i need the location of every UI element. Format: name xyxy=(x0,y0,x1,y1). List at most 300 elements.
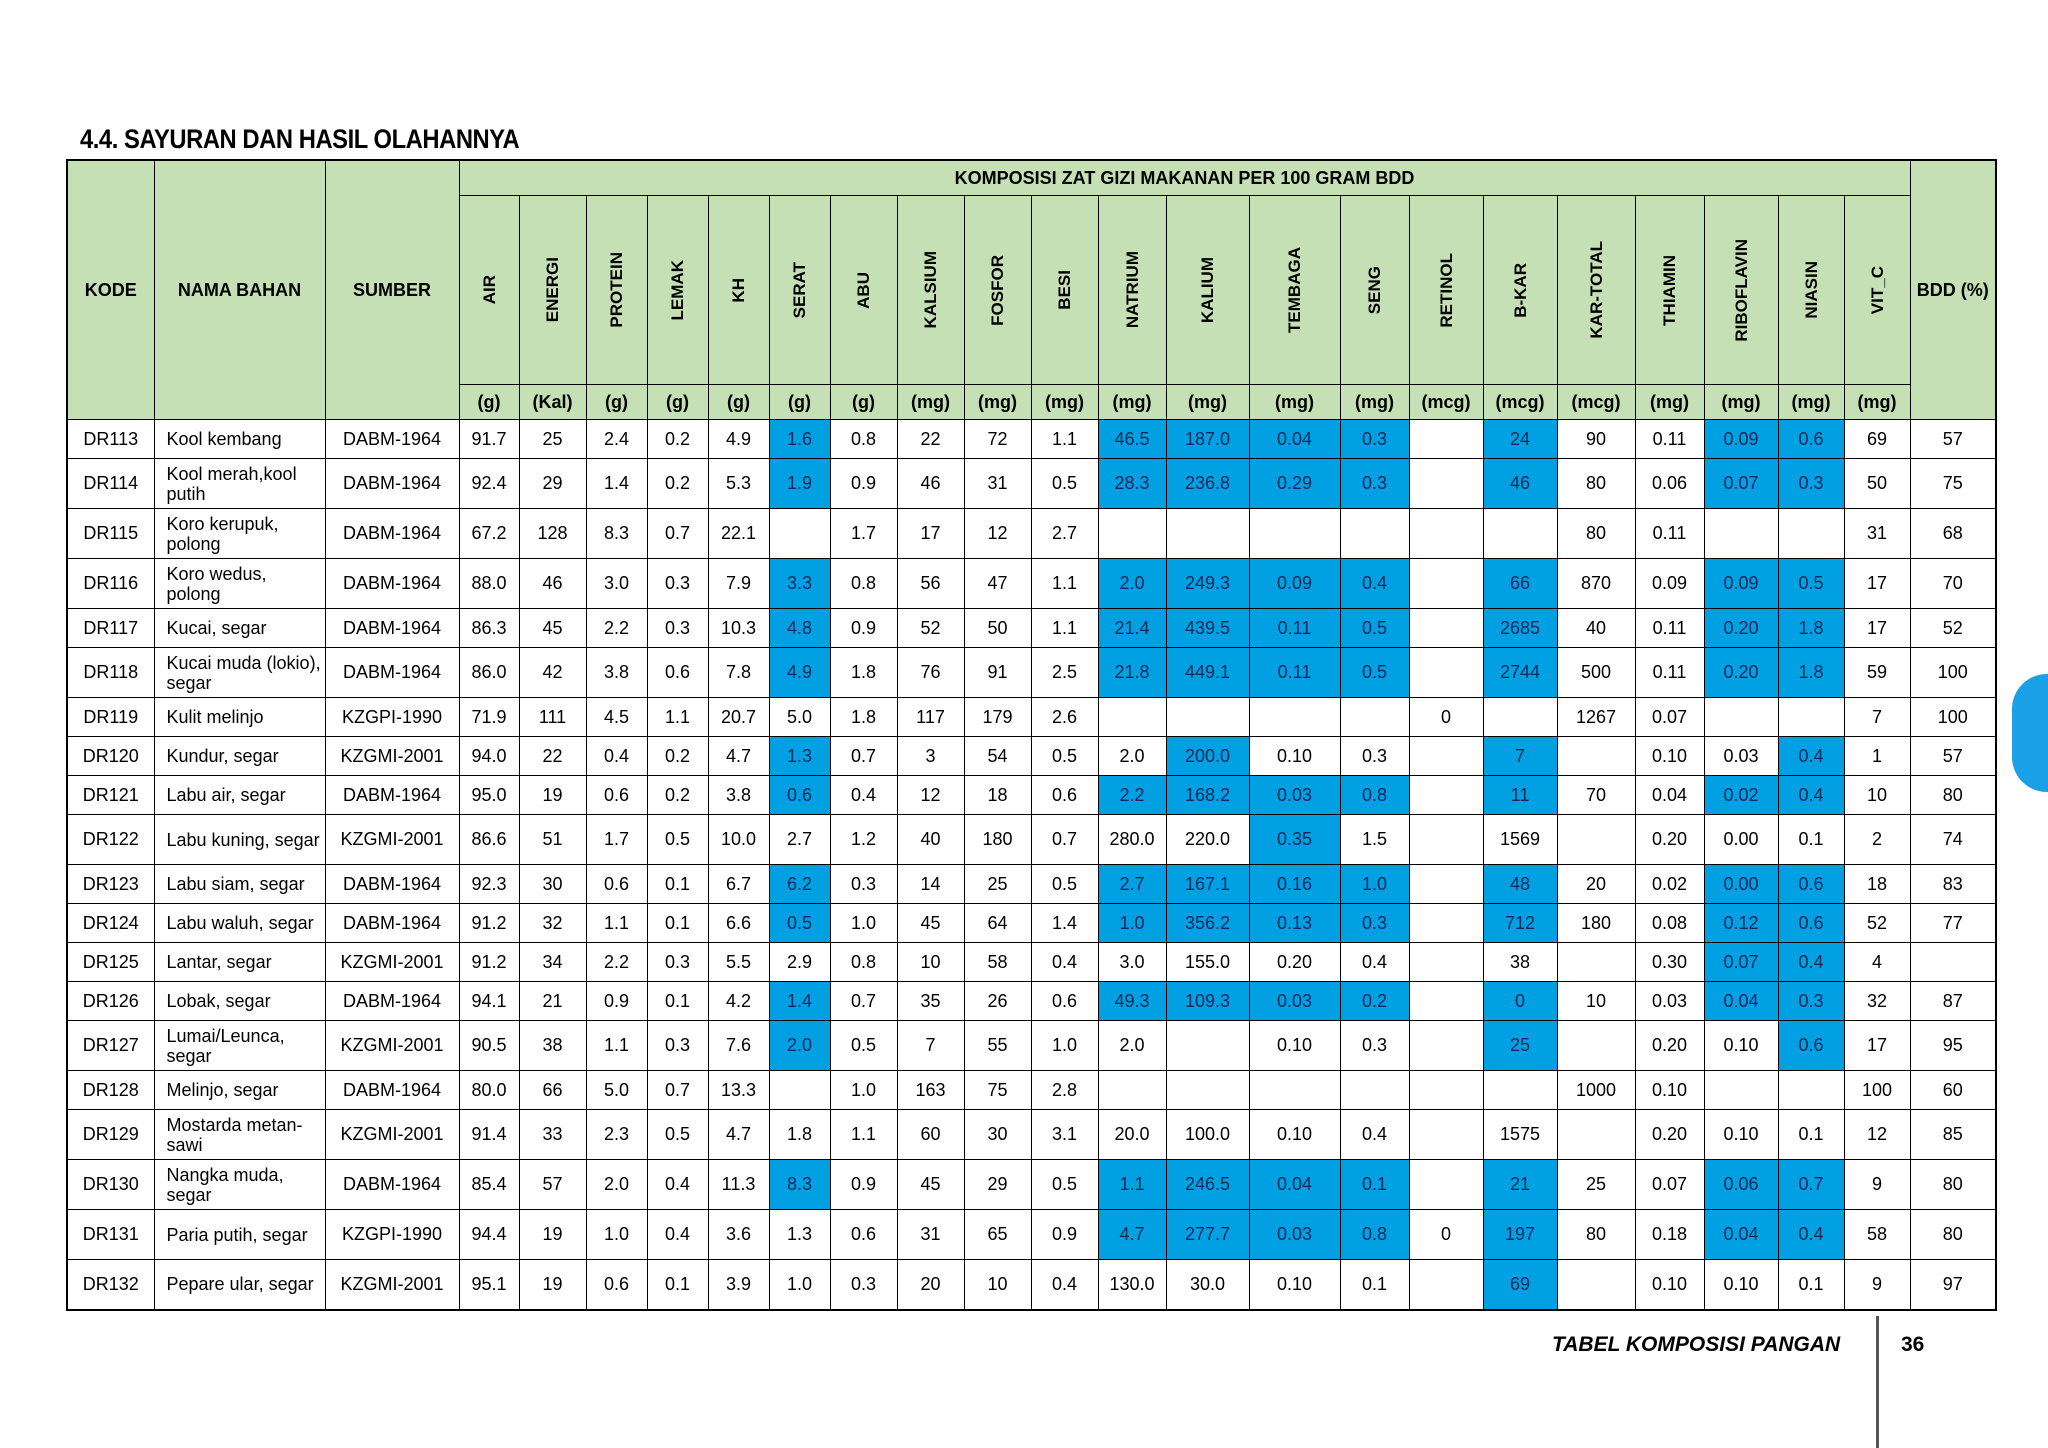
value-cell: 8.3 xyxy=(586,509,647,559)
bdd-cell: 100 xyxy=(1910,648,1996,698)
value-cell: 1.9 xyxy=(769,459,830,509)
header-riboflavin xyxy=(1704,196,1778,385)
value-cell: 128 xyxy=(519,509,586,559)
value-cell: 0.3 xyxy=(1340,1021,1409,1071)
value-cell: 0.6 xyxy=(1031,982,1098,1021)
sumber-cell: DABM-1964 xyxy=(325,648,459,698)
footer-divider xyxy=(1876,1316,1879,1448)
unit-cell: (Kal) xyxy=(519,385,586,420)
value-cell: 5.5 xyxy=(708,943,769,982)
nama-bahan-cell: Mostarda metan-sawi xyxy=(154,1110,325,1160)
value-cell: 1.0 xyxy=(586,1210,647,1260)
bdd-cell: 83 xyxy=(1910,865,1996,904)
value-cell: 0.10 xyxy=(1635,1260,1704,1310)
nama-bahan-cell: Kucai, segar xyxy=(154,609,325,648)
header-kh xyxy=(708,196,769,385)
side-tab-marker xyxy=(2012,674,2048,792)
value-cell: 0.20 xyxy=(1249,943,1340,982)
value-cell xyxy=(769,1071,830,1110)
header-fosfor xyxy=(964,196,1031,385)
value-cell: 197 xyxy=(1483,1210,1557,1260)
value-cell: 1.8 xyxy=(830,698,897,737)
value-cell xyxy=(1557,737,1635,776)
value-cell xyxy=(1409,1160,1483,1210)
value-cell: 69 xyxy=(1483,1260,1557,1310)
value-cell: 34 xyxy=(519,943,586,982)
header-label: NATRIUM xyxy=(1122,251,1142,329)
value-cell: 51 xyxy=(519,815,586,865)
nama-bahan-cell: Koro kerupuk, polong xyxy=(154,509,325,559)
nama-bahan-cell: Koro wedus, polong xyxy=(154,559,325,609)
value-cell: 2744 xyxy=(1483,648,1557,698)
value-cell xyxy=(1340,698,1409,737)
value-cell: 65 xyxy=(964,1210,1031,1260)
value-cell: 67.2 xyxy=(459,509,519,559)
kode-cell: DR124 xyxy=(67,904,154,943)
value-cell: 111 xyxy=(519,698,586,737)
value-cell: 0.11 xyxy=(1249,609,1340,648)
value-cell: 21.8 xyxy=(1098,648,1166,698)
value-cell: 0.3 xyxy=(647,559,708,609)
value-cell: 0.10 xyxy=(1635,1071,1704,1110)
value-cell: 19 xyxy=(519,1260,586,1310)
value-cell: 117 xyxy=(897,698,964,737)
value-cell xyxy=(1409,1071,1483,1110)
kode-cell: DR132 xyxy=(67,1260,154,1310)
value-cell xyxy=(769,509,830,559)
value-cell: 1.0 xyxy=(1031,1021,1098,1071)
value-cell xyxy=(1409,1110,1483,1160)
header-label: KAR-TOTAL xyxy=(1586,241,1606,339)
nama-bahan-cell: Lantar, segar xyxy=(154,943,325,982)
header-label: PROTEIN xyxy=(607,252,626,328)
value-cell: 80 xyxy=(1557,509,1635,559)
unit-cell: (mg) xyxy=(1098,385,1166,420)
value-cell: 6.7 xyxy=(708,865,769,904)
value-cell: 0.6 xyxy=(1778,865,1844,904)
value-cell: 1.3 xyxy=(769,737,830,776)
value-cell: 0.6 xyxy=(586,1260,647,1310)
value-cell: 49.3 xyxy=(1098,982,1166,1021)
unit-cell: (mg) xyxy=(1340,385,1409,420)
value-cell: 0.9 xyxy=(830,609,897,648)
header-label: ENERGI xyxy=(543,257,562,323)
value-cell: 0.3 xyxy=(830,865,897,904)
table-row xyxy=(67,815,1996,865)
value-cell: 0.1 xyxy=(647,865,708,904)
value-cell: 0.8 xyxy=(1340,1210,1409,1260)
value-cell: 20 xyxy=(897,1260,964,1310)
value-cell: 0.1 xyxy=(647,982,708,1021)
kode-cell: DR120 xyxy=(67,737,154,776)
value-cell: 10 xyxy=(1844,776,1910,815)
value-cell: 3.1 xyxy=(1031,1110,1098,1160)
sumber-cell: DABM-1964 xyxy=(325,459,459,509)
value-cell xyxy=(1409,509,1483,559)
value-cell: 13.3 xyxy=(708,1071,769,1110)
value-cell: 1.1 xyxy=(586,904,647,943)
value-cell: 0.3 xyxy=(1778,982,1844,1021)
sumber-cell: KZGMI-2001 xyxy=(325,737,459,776)
value-cell: 1267 xyxy=(1557,698,1635,737)
value-cell xyxy=(1483,509,1557,559)
value-cell: 0.07 xyxy=(1704,459,1778,509)
value-cell: 0.6 xyxy=(647,648,708,698)
value-cell: 42 xyxy=(519,648,586,698)
header-label: B-KAR xyxy=(1510,262,1530,318)
value-cell: 90.5 xyxy=(459,1021,519,1071)
value-cell: 0.5 xyxy=(1340,648,1409,698)
value-cell xyxy=(1409,1260,1483,1310)
value-cell: 0.7 xyxy=(647,1071,708,1110)
unit-cell: (mcg) xyxy=(1409,385,1483,420)
nama-bahan-cell: Kundur, segar xyxy=(154,737,325,776)
value-cell: 1.1 xyxy=(1098,1160,1166,1210)
table-row xyxy=(67,609,1996,648)
value-cell: 45 xyxy=(897,904,964,943)
value-cell: 46 xyxy=(519,559,586,609)
value-cell: 0.02 xyxy=(1635,865,1704,904)
value-cell: 21 xyxy=(519,982,586,1021)
value-cell: 1.4 xyxy=(586,459,647,509)
value-cell xyxy=(1704,698,1778,737)
header-abu xyxy=(830,196,897,385)
header-label: KALIUM xyxy=(1198,256,1217,324)
sumber-cell: DABM-1964 xyxy=(325,559,459,609)
value-cell: 45 xyxy=(519,609,586,648)
value-cell: 0.3 xyxy=(647,943,708,982)
value-cell: 1.8 xyxy=(830,648,897,698)
kode-cell: DR115 xyxy=(67,509,154,559)
value-cell: 0.4 xyxy=(586,737,647,776)
value-cell: 56 xyxy=(897,559,964,609)
value-cell: 0.29 xyxy=(1249,459,1340,509)
value-cell: 0.5 xyxy=(1031,865,1098,904)
header-label: KALSIUM xyxy=(921,251,940,329)
value-cell: 12 xyxy=(897,776,964,815)
value-cell: 25 xyxy=(1557,1160,1635,1210)
value-cell: 0.8 xyxy=(830,943,897,982)
nama-bahan-cell: Nangka muda, segar xyxy=(154,1160,325,1210)
value-cell: 0.3 xyxy=(1340,459,1409,509)
value-cell: 0.04 xyxy=(1249,1160,1340,1210)
value-cell: 0.09 xyxy=(1249,559,1340,609)
value-cell: 0.10 xyxy=(1704,1021,1778,1071)
value-cell: 712 xyxy=(1483,904,1557,943)
value-cell: 2.4 xyxy=(586,420,647,459)
nama-bahan-cell: Kulit melinjo xyxy=(154,698,325,737)
value-cell: 1575 xyxy=(1483,1110,1557,1160)
value-cell: 0.04 xyxy=(1635,776,1704,815)
table-row xyxy=(67,1210,1996,1260)
value-cell: 12 xyxy=(1844,1110,1910,1160)
value-cell xyxy=(1249,509,1340,559)
value-cell: 21 xyxy=(1483,1160,1557,1210)
value-cell: 0.20 xyxy=(1635,1110,1704,1160)
header-label: ABU xyxy=(854,271,873,309)
value-cell: 0.4 xyxy=(1340,1110,1409,1160)
nama-bahan-cell: Pepare ular, segar xyxy=(154,1260,325,1310)
value-cell: 38 xyxy=(1483,943,1557,982)
value-cell: 0.04 xyxy=(1704,982,1778,1021)
value-cell: 10 xyxy=(897,943,964,982)
value-cell: 95.0 xyxy=(459,776,519,815)
value-cell: 0.11 xyxy=(1249,648,1340,698)
value-cell: 0.5 xyxy=(1031,737,1098,776)
value-cell: 0.9 xyxy=(830,459,897,509)
value-cell: 0.2 xyxy=(647,776,708,815)
value-cell xyxy=(1409,459,1483,509)
value-cell: 18 xyxy=(964,776,1031,815)
value-cell: 20 xyxy=(1557,865,1635,904)
value-cell: 25 xyxy=(1483,1021,1557,1071)
value-cell: 0.09 xyxy=(1704,420,1778,459)
value-cell xyxy=(1409,982,1483,1021)
value-cell: 5.0 xyxy=(586,1071,647,1110)
value-cell: 870 xyxy=(1557,559,1635,609)
value-cell: 6.6 xyxy=(708,904,769,943)
value-cell: 29 xyxy=(519,459,586,509)
value-cell: 3.8 xyxy=(708,776,769,815)
section-title: 4.4. SAYURAN DAN HASIL OLAHANNYA xyxy=(80,124,520,154)
value-cell: 0.5 xyxy=(1031,459,1098,509)
bdd-cell: 68 xyxy=(1910,509,1996,559)
value-cell: 1.4 xyxy=(1031,904,1098,943)
header-label: SERAT xyxy=(790,261,809,319)
sumber-cell: DABM-1964 xyxy=(325,904,459,943)
value-cell: 0.3 xyxy=(1340,737,1409,776)
table-row xyxy=(67,737,1996,776)
value-cell: 50 xyxy=(1844,459,1910,509)
value-cell: 86.6 xyxy=(459,815,519,865)
value-cell: 1.0 xyxy=(1340,865,1409,904)
bdd-cell: 77 xyxy=(1910,904,1996,943)
header-air xyxy=(459,196,519,385)
value-cell: 0.03 xyxy=(1249,776,1340,815)
value-cell: 0.8 xyxy=(830,420,897,459)
value-cell: 0.7 xyxy=(830,737,897,776)
value-cell: 280.0 xyxy=(1098,815,1166,865)
value-cell: 31 xyxy=(897,1210,964,1260)
header-label: KH xyxy=(729,277,748,303)
value-cell xyxy=(1704,509,1778,559)
value-cell: 4.8 xyxy=(769,609,830,648)
value-cell: 0.11 xyxy=(1635,509,1704,559)
value-cell: 4.7 xyxy=(708,1110,769,1160)
unit-cell: (mcg) xyxy=(1483,385,1557,420)
unit-cell: (mg) xyxy=(1166,385,1249,420)
value-cell: 4.7 xyxy=(1098,1210,1166,1260)
value-cell: 1569 xyxy=(1483,815,1557,865)
value-cell: 0.5 xyxy=(1778,559,1844,609)
value-cell: 30.0 xyxy=(1166,1260,1249,1310)
value-cell: 10 xyxy=(964,1260,1031,1310)
value-cell: 1.8 xyxy=(1778,609,1844,648)
table-row xyxy=(67,648,1996,698)
value-cell: 0.5 xyxy=(647,1110,708,1160)
value-cell: 246.5 xyxy=(1166,1160,1249,1210)
value-cell: 0.07 xyxy=(1704,943,1778,982)
unit-cell: (mg) xyxy=(1704,385,1778,420)
unit-cell: (mg) xyxy=(1249,385,1340,420)
table-row xyxy=(67,776,1996,815)
bdd-cell: 57 xyxy=(1910,420,1996,459)
value-cell: 9 xyxy=(1844,1260,1910,1310)
value-cell: 91.4 xyxy=(459,1110,519,1160)
value-cell: 40 xyxy=(897,815,964,865)
value-cell: 0.3 xyxy=(1340,420,1409,459)
value-cell: 92.4 xyxy=(459,459,519,509)
unit-cell: (mcg) xyxy=(1557,385,1635,420)
value-cell: 1000 xyxy=(1557,1071,1635,1110)
value-cell: 10.3 xyxy=(708,609,769,648)
value-cell: 19 xyxy=(519,776,586,815)
value-cell: 2.2 xyxy=(586,609,647,648)
value-cell: 0.02 xyxy=(1704,776,1778,815)
value-cell: 46 xyxy=(1483,459,1557,509)
header-label: RETINOL xyxy=(1436,252,1456,328)
value-cell: 70 xyxy=(1557,776,1635,815)
kode-cell: DR119 xyxy=(67,698,154,737)
value-cell: 33 xyxy=(519,1110,586,1160)
value-cell: 46 xyxy=(897,459,964,509)
value-cell: 38 xyxy=(519,1021,586,1071)
value-cell: 0.2 xyxy=(647,737,708,776)
kode-cell: DR130 xyxy=(67,1160,154,1210)
value-cell: 2.7 xyxy=(1098,865,1166,904)
value-cell: 20.0 xyxy=(1098,1110,1166,1160)
header-kar-total xyxy=(1557,196,1635,385)
value-cell: 0.03 xyxy=(1635,982,1704,1021)
kode-cell: DR129 xyxy=(67,1110,154,1160)
value-cell: 1.7 xyxy=(830,509,897,559)
value-cell: 277.7 xyxy=(1166,1210,1249,1260)
value-cell xyxy=(1098,698,1166,737)
value-cell: 130.0 xyxy=(1098,1260,1166,1310)
value-cell: 3.9 xyxy=(708,1260,769,1310)
value-cell: 2.0 xyxy=(1098,1021,1166,1071)
nama-bahan-cell: Kool kembang xyxy=(154,420,325,459)
value-cell: 2.6 xyxy=(1031,698,1098,737)
header-kalsium xyxy=(897,196,964,385)
table-row xyxy=(67,904,1996,943)
value-cell: 2.5 xyxy=(1031,648,1098,698)
unit-cell: (g) xyxy=(459,385,519,420)
header-label: RIBOFLAVIN xyxy=(1731,238,1751,342)
value-cell: 2.7 xyxy=(1031,509,1098,559)
value-cell: 1.8 xyxy=(1778,648,1844,698)
value-cell: 0.4 xyxy=(1340,943,1409,982)
value-cell: 11.3 xyxy=(708,1160,769,1210)
sumber-cell: DABM-1964 xyxy=(325,609,459,648)
kode-cell: DR114 xyxy=(67,459,154,509)
unit-cell: (g) xyxy=(708,385,769,420)
value-cell xyxy=(1409,609,1483,648)
value-cell: 0.10 xyxy=(1249,1110,1340,1160)
nama-bahan-cell: Labu siam, segar xyxy=(154,865,325,904)
header-label: BESI xyxy=(1055,270,1074,310)
table-row xyxy=(67,1110,1996,1160)
value-cell: 0.2 xyxy=(647,420,708,459)
value-cell: 0.1 xyxy=(1340,1260,1409,1310)
value-cell: 1.1 xyxy=(586,1021,647,1071)
unit-cell: (g) xyxy=(586,385,647,420)
value-cell: 7 xyxy=(1844,698,1910,737)
value-cell: 22 xyxy=(519,737,586,776)
value-cell: 0.11 xyxy=(1635,609,1704,648)
value-cell: 0.3 xyxy=(647,609,708,648)
table-row xyxy=(67,698,1996,737)
value-cell: 0.1 xyxy=(1778,1110,1844,1160)
value-cell: 0.5 xyxy=(1340,609,1409,648)
header-nama-bahan: NAMA BAHAN xyxy=(154,160,325,420)
value-cell: 0.6 xyxy=(586,776,647,815)
nama-bahan-cell: Kucai muda (lokio), segar xyxy=(154,648,325,698)
nama-bahan-cell: Labu air, segar xyxy=(154,776,325,815)
value-cell xyxy=(1166,509,1249,559)
nutrition-table xyxy=(66,159,1997,1311)
value-cell: 249.3 xyxy=(1166,559,1249,609)
value-cell: 0.04 xyxy=(1704,1210,1778,1260)
value-cell: 12 xyxy=(964,509,1031,559)
value-cell: 0.20 xyxy=(1704,648,1778,698)
value-cell: 5.0 xyxy=(769,698,830,737)
header-b-kar xyxy=(1483,196,1557,385)
value-cell: 91.2 xyxy=(459,943,519,982)
table-row xyxy=(67,1160,1996,1210)
value-cell: 14 xyxy=(897,865,964,904)
value-cell: 0.10 xyxy=(1704,1260,1778,1310)
value-cell: 0.03 xyxy=(1249,982,1340,1021)
value-cell: 0.9 xyxy=(830,1160,897,1210)
value-cell: 0.3 xyxy=(1340,904,1409,943)
header-natrium xyxy=(1098,196,1166,385)
value-cell: 4.5 xyxy=(586,698,647,737)
value-cell: 18 xyxy=(1844,865,1910,904)
value-cell: 0.4 xyxy=(1340,559,1409,609)
value-cell: 50 xyxy=(964,609,1031,648)
value-cell: 2.3 xyxy=(586,1110,647,1160)
bdd-cell: 52 xyxy=(1910,609,1996,648)
value-cell: 7.8 xyxy=(708,648,769,698)
value-cell: 21.4 xyxy=(1098,609,1166,648)
value-cell: 1.1 xyxy=(830,1110,897,1160)
value-cell: 0.10 xyxy=(1704,1110,1778,1160)
value-cell: 22 xyxy=(897,420,964,459)
value-cell: 20.7 xyxy=(708,698,769,737)
value-cell: 6.2 xyxy=(769,865,830,904)
value-cell xyxy=(1778,1071,1844,1110)
value-cell xyxy=(1098,509,1166,559)
kode-cell: DR131 xyxy=(67,1210,154,1260)
value-cell: 1.1 xyxy=(1031,559,1098,609)
kode-cell: DR116 xyxy=(67,559,154,609)
value-cell: 0.12 xyxy=(1704,904,1778,943)
header-vit-c xyxy=(1844,196,1910,385)
value-cell: 69 xyxy=(1844,420,1910,459)
header-besi xyxy=(1031,196,1098,385)
unit-cell: (mg) xyxy=(964,385,1031,420)
unit-cell: (mg) xyxy=(1844,385,1910,420)
sumber-cell: DABM-1964 xyxy=(325,509,459,559)
header-label: VIT_C xyxy=(1867,265,1887,315)
nama-bahan-cell: Labu kuning, segar xyxy=(154,815,325,865)
value-cell: 94.0 xyxy=(459,737,519,776)
table-row xyxy=(67,459,1996,509)
value-cell: 71.9 xyxy=(459,698,519,737)
value-cell: 0.06 xyxy=(1635,459,1704,509)
value-cell: 46.5 xyxy=(1098,420,1166,459)
